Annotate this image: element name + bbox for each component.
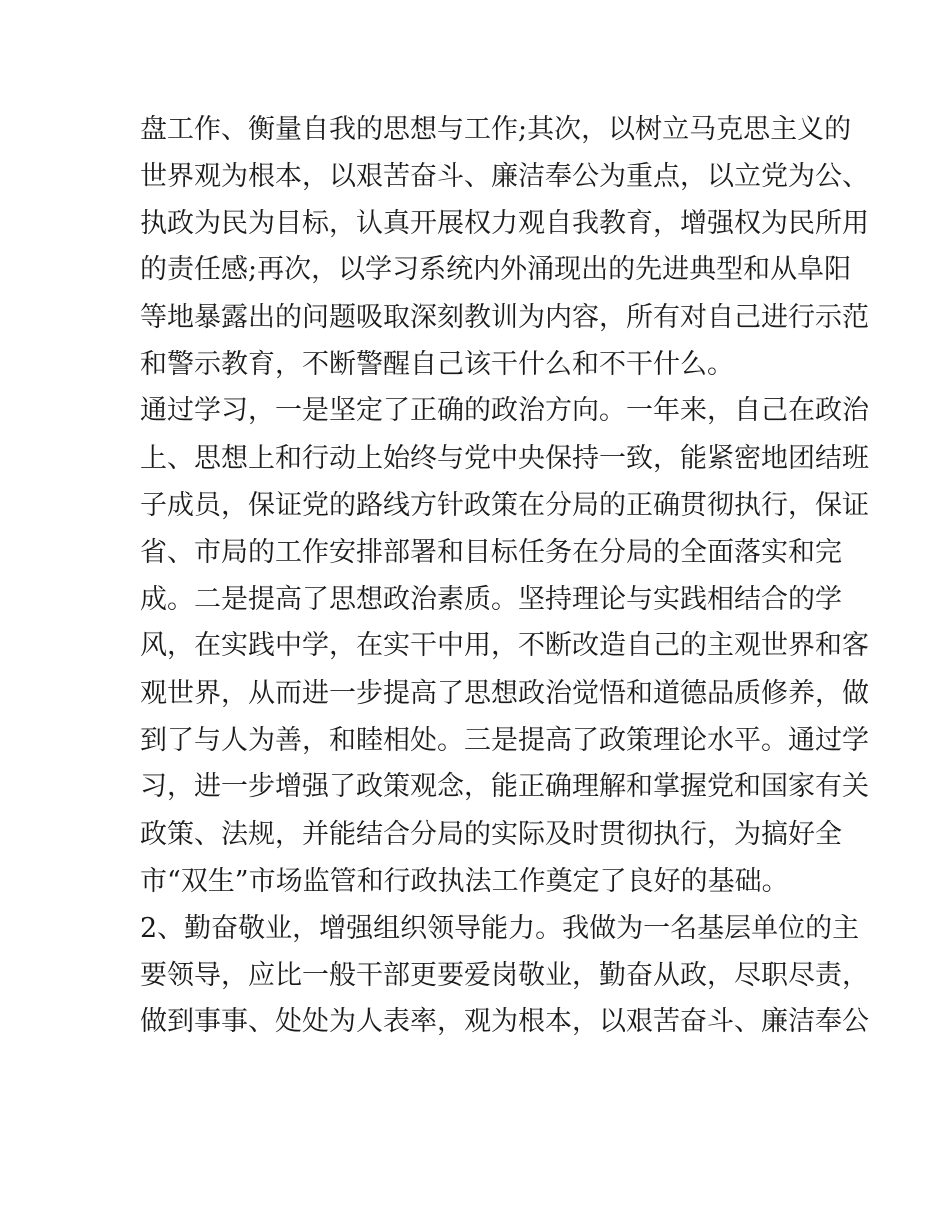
text-line: 习，进一步增强了政策观念，能正确理解和掌握党和国家有关 bbox=[140, 771, 869, 802]
text-line: 到了与人为善，和睦相处。三是提高了政策理论水平。通过学 bbox=[140, 725, 869, 756]
text-line: 观世界，从而进一步提高了思想政治觉悟和道德品质修养，做 bbox=[140, 678, 869, 709]
text-line: 政策、法规，并能结合分局的实际及时贯彻执行，为搞好全 bbox=[140, 819, 842, 850]
text-line: 执政为民为目标，认真开展权力观自我教育，增强权为民所用 bbox=[140, 208, 869, 239]
text-line: 和警示教育，不断警醒自己该干什么和不干什么。 bbox=[140, 349, 734, 380]
text-line: 2、勤奋敬业，增强组织领导能力。我做为一名基层单位的主 bbox=[140, 913, 860, 944]
document-body bbox=[140, 108, 869, 1044]
text-line: 等地暴露出的问题吸取深刻教训为内容，所有对自己进行示范 bbox=[140, 302, 869, 333]
text-line: 风，在实践中学，在实干中用，不断改造自己的主观世界和客 bbox=[140, 630, 869, 661]
text-line: 盘工作、衡量自我的思想与工作;其次，以树立马克思主义的 bbox=[140, 114, 852, 145]
text-line: 市“双生”市场监管和行政执法工作奠定了良好的基础。 bbox=[140, 866, 789, 897]
text-line: 要领导，应比一般干部更要爱岗敬业，勤奋从政，尽职尽责， bbox=[140, 960, 869, 991]
text-line: 做到事事、处处为人表率，观为根本，以艰苦奋斗、廉洁奉公 bbox=[140, 1006, 869, 1037]
text-line: 子成员，保证党的路线方针政策在分局的正确贯彻执行，保证 bbox=[140, 490, 869, 521]
text-line: 省、市局的工作安排部署和目标任务在分局的全面落实和完 bbox=[140, 537, 842, 568]
text-line: 通过学习，一是坚定了正确的政治方向。一年来，自己在政治 bbox=[140, 395, 869, 426]
text-line: 的责任感;再次，以学习系统内外涌现出的先进典型和从阜阳 bbox=[140, 254, 852, 285]
text-line: 上、思想上和行动上始终与党中央保持一致，能紧密地团结班 bbox=[140, 443, 869, 474]
text-line: 成。二是提高了思想政治素质。坚持理论与实践相结合的学 bbox=[140, 584, 842, 615]
text-line: 世界观为根本，以艰苦奋斗、廉洁奉公为重点，以立党为公、 bbox=[140, 161, 869, 192]
